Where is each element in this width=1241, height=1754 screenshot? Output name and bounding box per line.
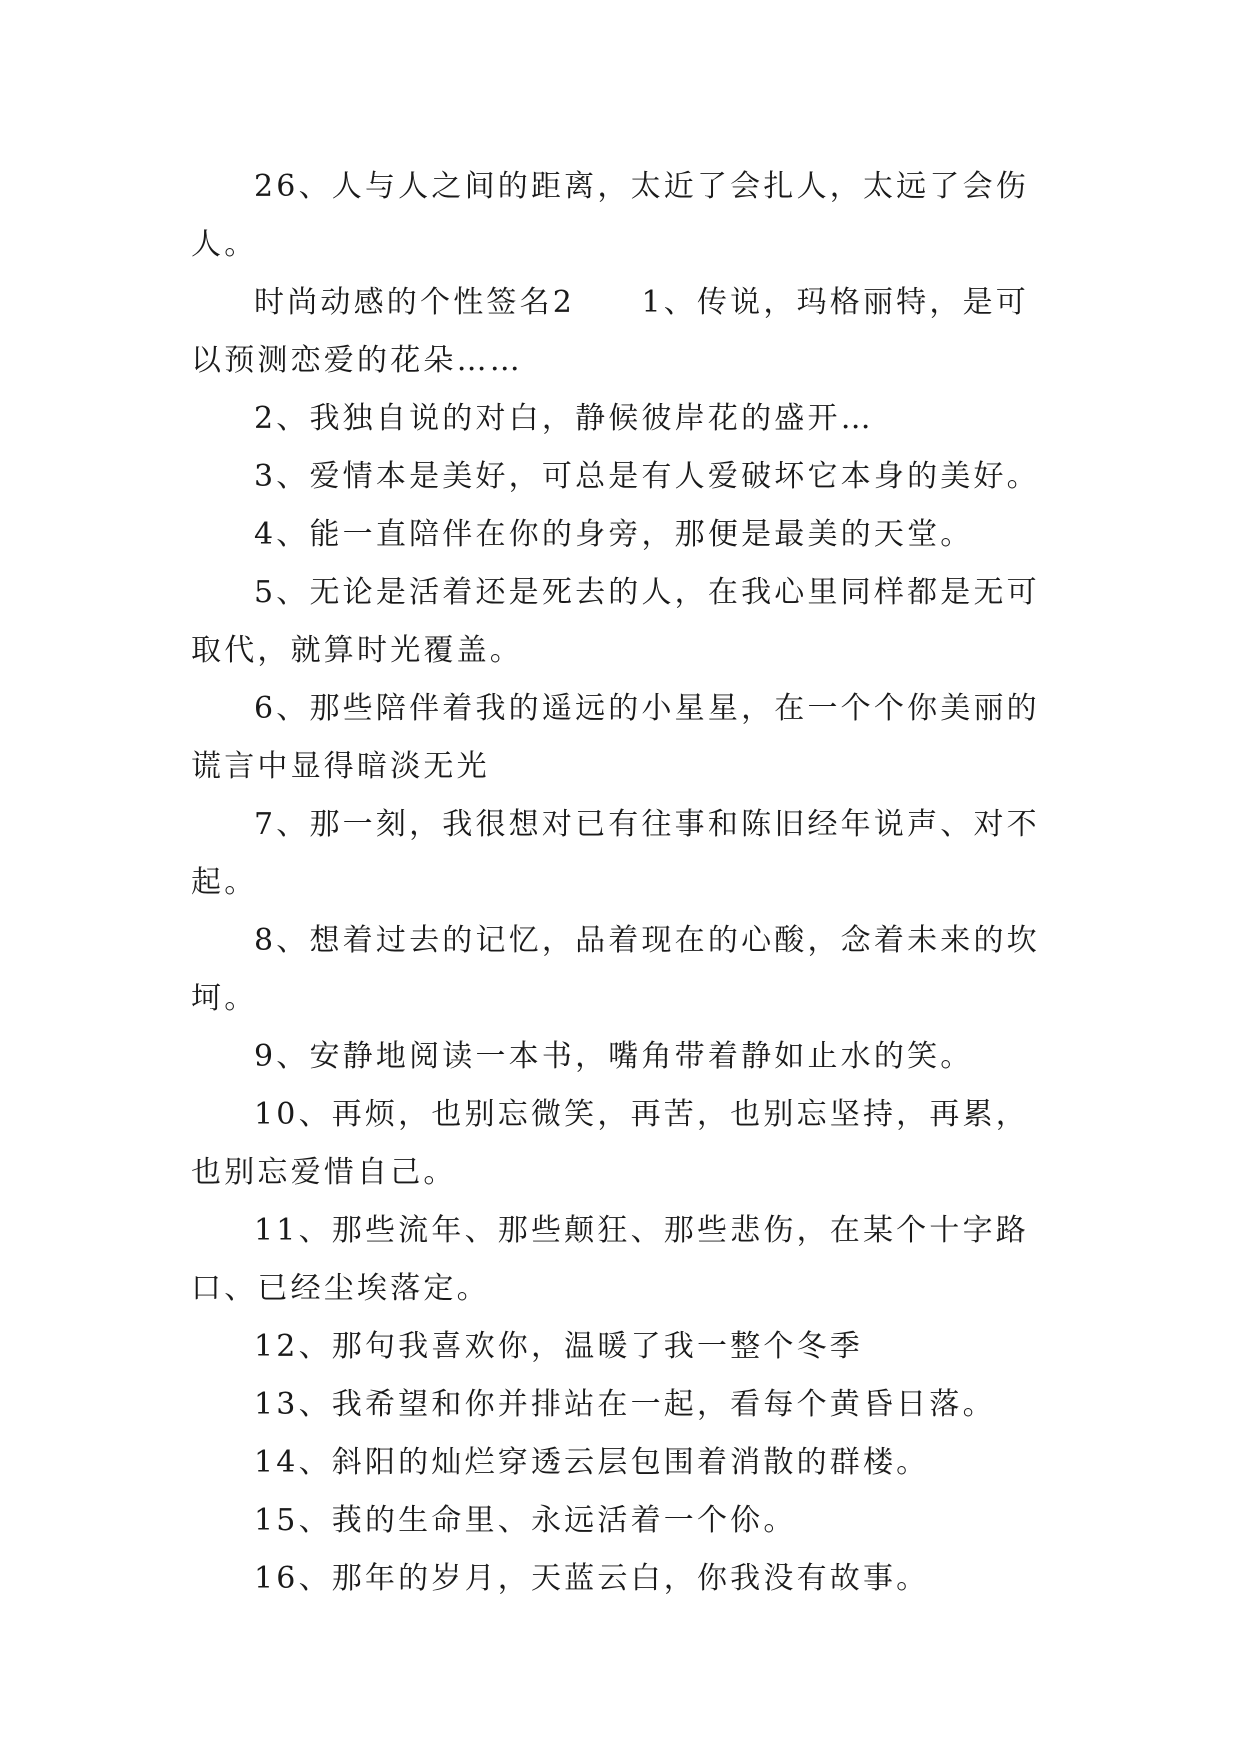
- paragraph: 4、能一直陪伴在你的身旁，那便是最美的天堂。: [254, 517, 974, 552]
- paragraph: 5、无论是活着还是死去的人，在我心里同样都是无可取代，就算时光覆盖。: [191, 575, 1040, 668]
- paragraph: 15、莪的生命里、永远活着一个伱。: [254, 1503, 797, 1538]
- paragraph: 12、那句我喜欢你，温暖了我一整个冬季: [254, 1329, 863, 1364]
- document-body: [191, 158, 1051, 1608]
- paragraph: 3、爱情本是美好，可总是有人爱破坏它本身的美好。: [254, 459, 1040, 494]
- paragraph: 11、那些流年、那些颠狂、那些悲伤，在某个十字路口、已经尘埃落定。: [191, 1213, 1029, 1306]
- paragraph: 13、我希望和你并排站在一起，看每个黄昏日落。: [254, 1387, 996, 1422]
- paragraph: 7、那一刻，我很想对已有往事和陈旧经年说声、对不起。: [191, 807, 1040, 900]
- paragraph: 2、我独自说的对白，静候彼岸花的盛开…: [254, 401, 874, 436]
- paragraph: 14、斜阳的灿烂穿透云层包围着消散的群楼。: [254, 1445, 930, 1480]
- paragraph: 6、那些陪伴着我的遥远的小星星，在一个个你美丽的谎言中显得暗淡无光: [191, 691, 1040, 784]
- paragraph: 26、人与人之间的距离，太近了会扎人，太远了会伤人。: [191, 169, 1029, 262]
- paragraph: 10、再烦，也别忘微笑，再苦，也别忘坚持，再累，也别忘爱惜自己。: [191, 1097, 1029, 1190]
- paragraph: 9、安静地阅读一本书，嘴角带着静如止水的笑。: [254, 1039, 974, 1074]
- paragraph: 16、那年的岁月，天蓝云白，你我没有故事。: [254, 1561, 930, 1596]
- paragraph: 时尚动感的个性签名2 1、传说，玛格丽特，是可以预测恋爱的花朵……: [191, 285, 1029, 378]
- paragraph: 8、想着过去的记忆，品着现在的心酸，念着未来的坎坷。: [191, 923, 1040, 1016]
